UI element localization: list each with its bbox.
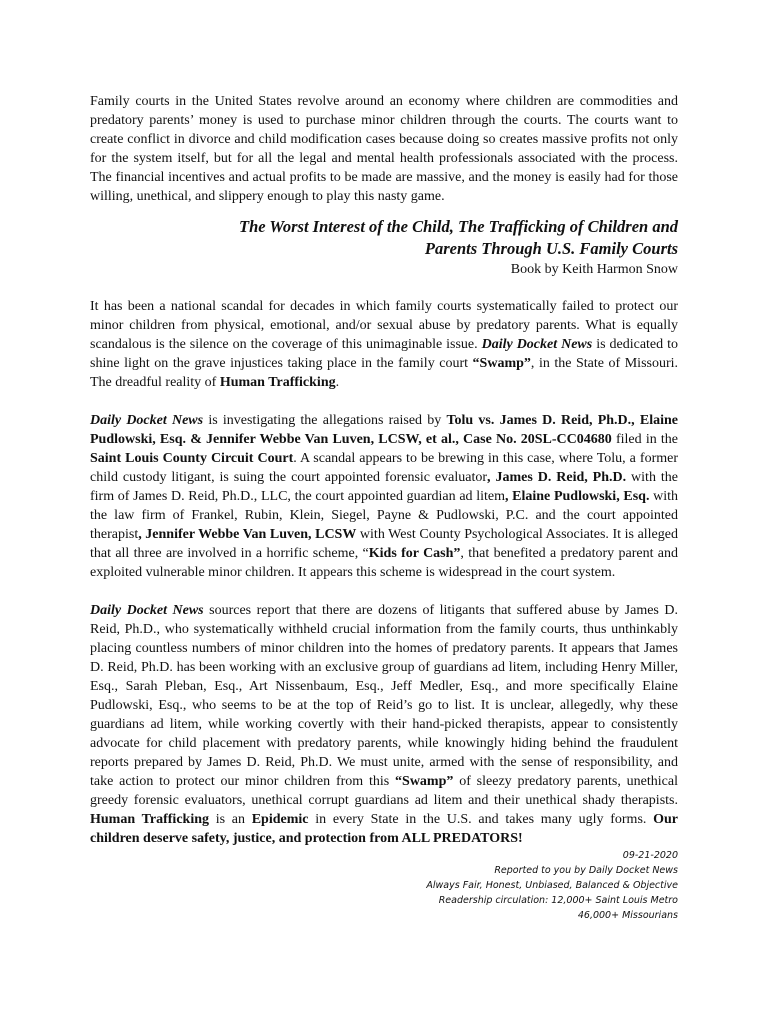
- publication-name: Daily Docket News: [90, 413, 204, 428]
- text: is dedicated to shine light on the grave injustices taking place in the family court: [90, 337, 678, 371]
- intro-paragraph: Family courts in the United States revolve around an economy where children are commodities and predatory parents’ money is used to purchase minor children through the courts. The courts want to create conflict in divorce and child modification cases because doing so creates massive profits not only for the system itself, but for all the legal and mental health professionals associated with the process. The financial incentives and actual profits to be made are massive, and the money is easily had for those willing, unethical, and slippery enough to play this nasty game.: [90, 94, 678, 204]
- readership-circulation: Readership circulation: 12,000+ Saint Louis Metro: [438, 895, 678, 906]
- text: It has been a national scandal for decades in which family courts systematically failed to protect our minor children from physical, emotional, and/or sexual abuse by predatory parents. What is equally scandalous is the silence on the coverage of this unimaginable issue.: [90, 299, 678, 352]
- human-trafficking-term: Human Trafficking: [90, 812, 209, 827]
- book-quote-title-line-1: The Worst Interest of the Child, The Trafficking of Children and: [239, 217, 678, 236]
- text: . A scandal appears to be brewing in this case, where Tolu, a former child custody litigant, is suing the court appointed forensic evaluator: [90, 451, 678, 485]
- text: , in the State of Missouri. The dreadful reality of: [90, 356, 679, 390]
- human-trafficking-term: Human Trafficking: [219, 375, 336, 390]
- publication-name: Daily Docket News: [90, 603, 204, 618]
- text: with the firm of James D. Reid, Ph.D., LLC: [90, 470, 678, 504]
- paragraph-case: [90, 411, 678, 582]
- paragraph-scandal: [90, 297, 678, 392]
- text: .: [335, 375, 340, 390]
- swamp-term: “Swamp”: [472, 356, 531, 371]
- text: , that benefited a predatory parent and exploited vulnerable minor children. It appears this scheme is widespread in the court system.: [90, 546, 679, 580]
- document-page: [90, 92, 678, 848]
- text: sources report that there are dozens of litigants that suffered abuse by James D. Reid, Ph.D., who systematically withheld crucial information from the family courts, thus unthinkably placing countless numbers of minor children into the homes of predatory parents. It appears that James D. Reid, Ph.D. has been working with an exclusive group of guardians ad litem, including Henry Miller, Esq., Sarah Pleban, Esq., Art Nissenbaum, Esq., Jeff Medler, Esq., and more specifically Elaine Pudlowski, Esq., who seems to be at the top of Reid’s go to list. It is unclear, allegedly, why these guardians ad litem, while working covertly with their hand-picked therapists, appear to consistently advocate for child placement with predatory parents, while knowingly hiding behind the fraudulent reports prepared by James D. Reid, Ph.D. We must unite, armed with the sense of responsibility, and take action to protect our minor children from this: [90, 603, 678, 789]
- defendant-pudlowski: , Elaine Pudlowski, Esq.: [504, 489, 650, 504]
- defendant-van-luven: , Jennifer Webbe Van Luven, LCSW: [138, 527, 357, 542]
- text: is investigating the allegations raised by: [203, 413, 447, 428]
- text: in every State in the U.S. and takes many ugly forms.: [308, 812, 654, 827]
- reported-by: Reported to you by Daily Docket News: [494, 865, 678, 876]
- text: with West County Psychological Associates. It is alleged that all three are involved in a horrific scheme, “: [90, 527, 678, 561]
- case-citation: Tolu vs. James D. Reid, Ph.D., Elaine Pudlowski, Esq. & Jennifer Webbe Van Luven, LCSW, et al., Case No. 20SL-CC04680: [90, 413, 678, 447]
- book-quote-title-line-2: Parents Through U.S. Family Courts: [424, 239, 678, 258]
- text-bold-comma: , the court appointed guardian ad litem: [287, 489, 505, 504]
- text: of sleezy predatory parents, unethical greedy forensic evaluators, unethical corrupt guardians ad litem and their unethical shady therapists.: [90, 774, 678, 808]
- book-quote-title: [90, 216, 678, 260]
- book-credit: Book by Keith Harmon Snow: [510, 262, 678, 277]
- readership-missourians: 46,000+ Missourians: [577, 910, 678, 921]
- kids-for-cash-term: Kids for Cash”: [368, 546, 461, 561]
- defendant-reid: , James D. Reid, Ph.D.: [487, 470, 627, 485]
- court-name: Saint Louis County Circuit Court: [90, 451, 294, 466]
- swamp-term: “Swamp”: [395, 774, 454, 789]
- text: is an: [209, 812, 252, 827]
- epidemic-term: Epidemic: [251, 812, 309, 827]
- motto: Always Fair, Honest, Unbiased, Balanced & Objective: [426, 880, 678, 891]
- text: filed in the: [611, 432, 679, 447]
- text: with the law firm of Frankel, Rubin, Klein, Siegel, Payne & Pudlowski, P.C. and the court appointed therapist: [90, 489, 678, 542]
- report-date: 09-21-2020: [622, 850, 678, 861]
- closing-statement: Our children deserve safety, justice, and protection from ALL PREDATORS!: [90, 812, 679, 846]
- report-footer: [426, 848, 678, 923]
- paragraph-sources: [90, 601, 678, 848]
- publication-name: Daily Docket News: [481, 337, 593, 352]
